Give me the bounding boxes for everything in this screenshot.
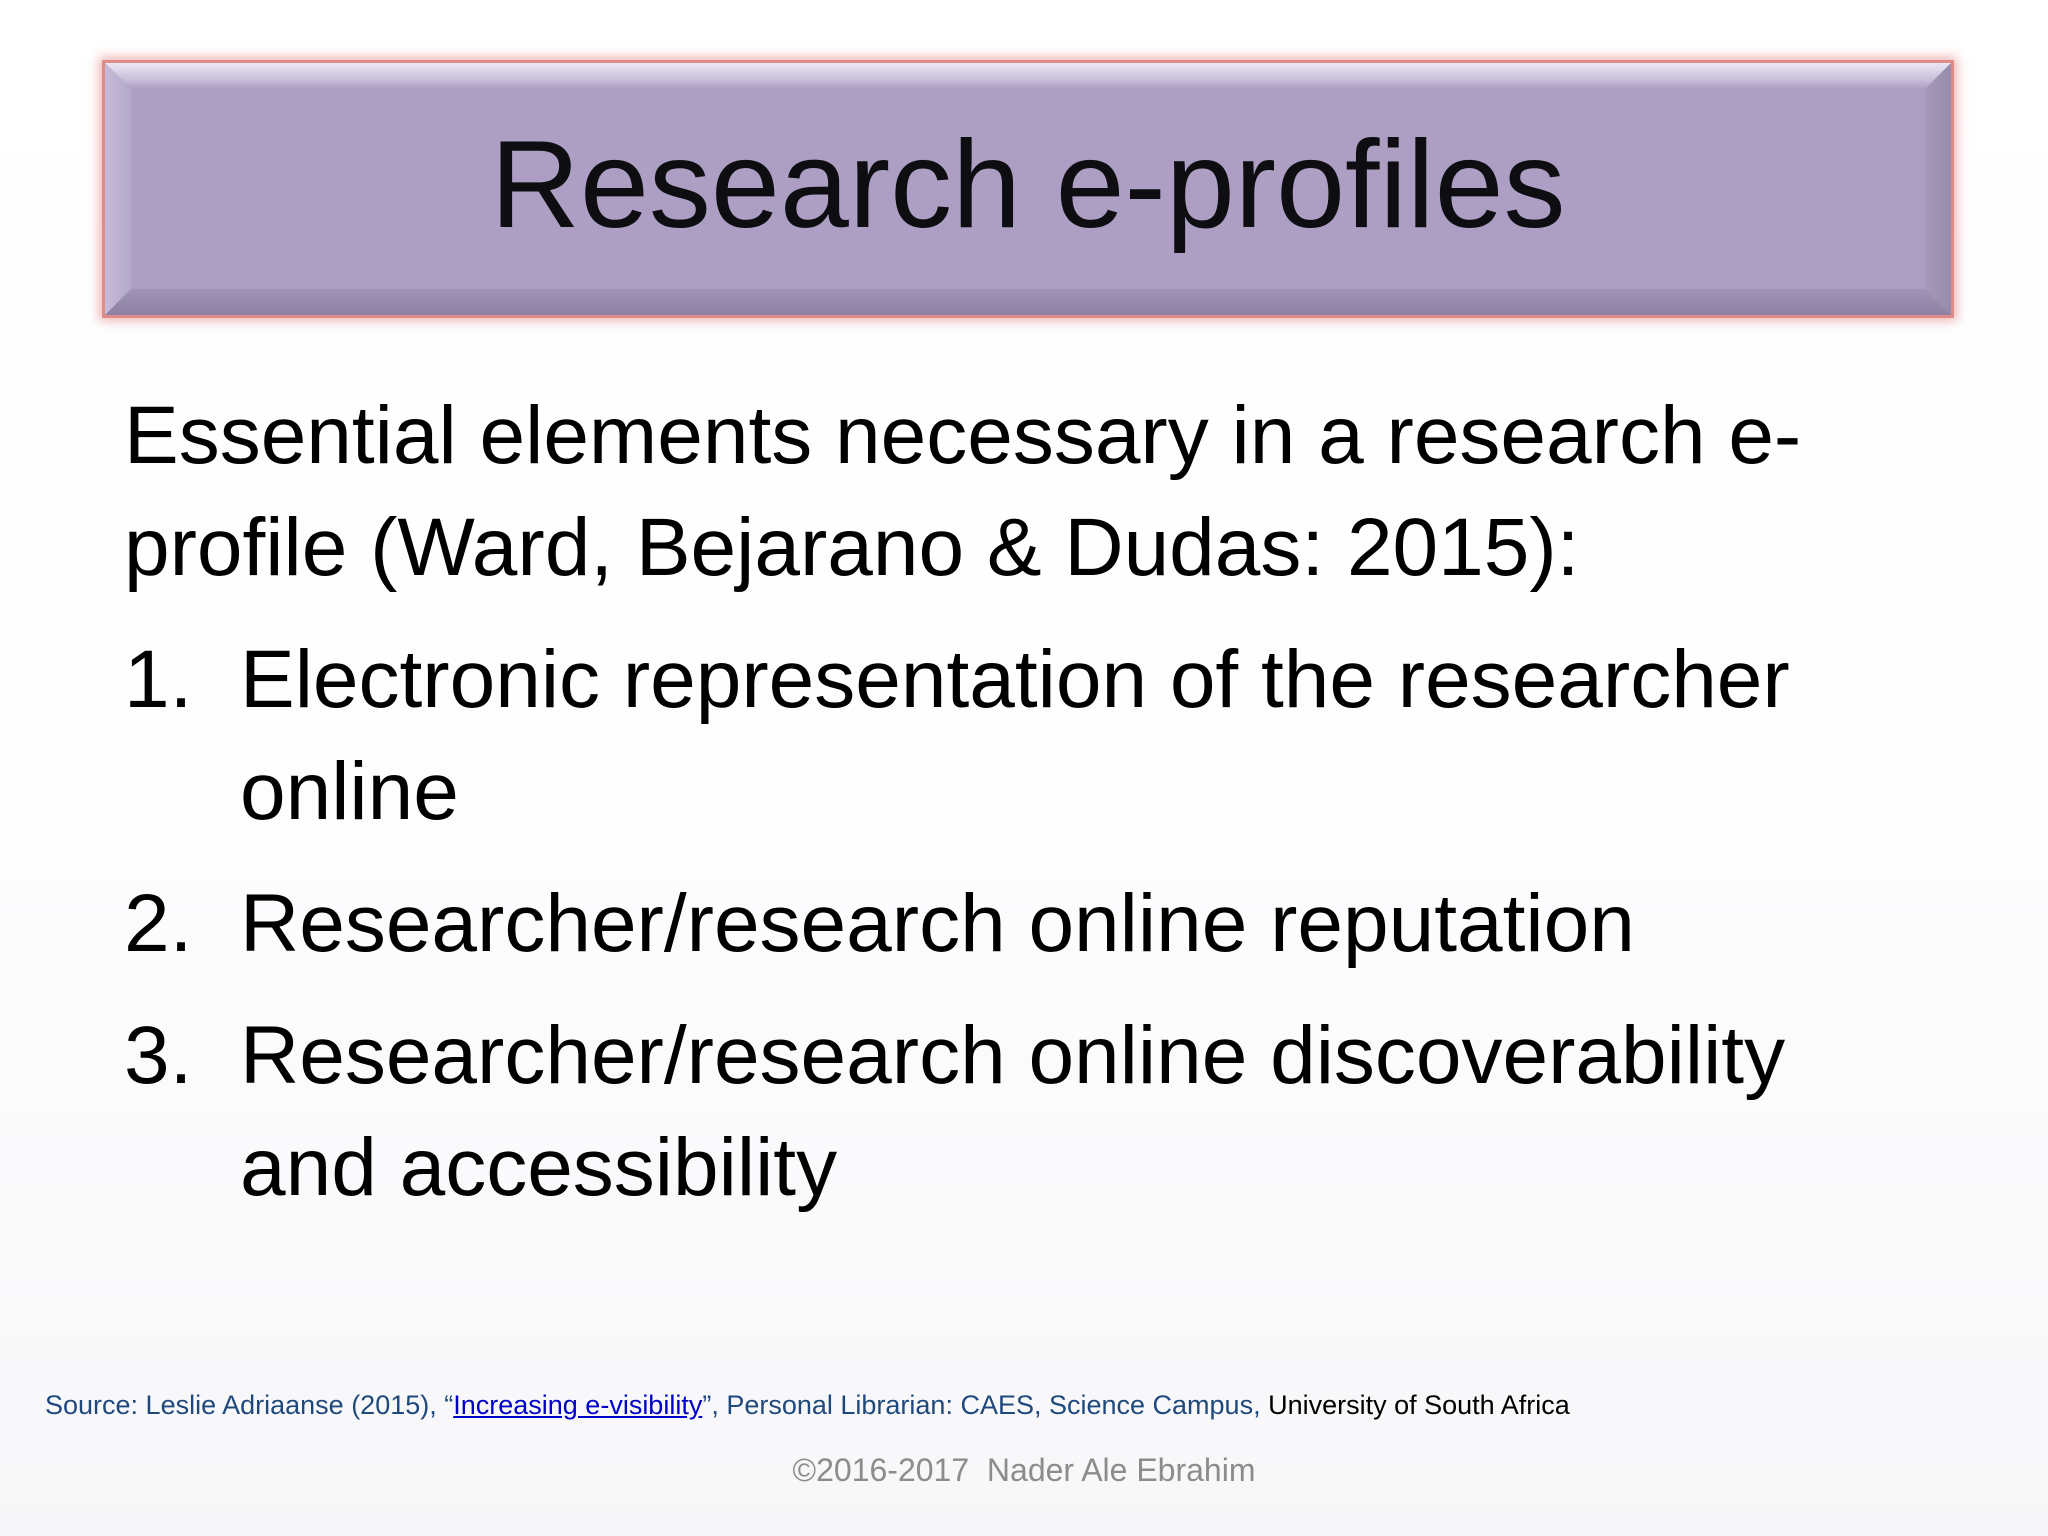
copyright-notice: ©2016-2017 Nader Ale Ebrahim <box>792 1452 1256 1488</box>
source-prefix: Source: Leslie Adriaanse (2015), “ <box>45 1390 454 1420</box>
slide-body <box>124 380 1924 1244</box>
list-item <box>124 624 1924 848</box>
list-text: Researcher/research online discoverability and accessibility <box>240 1010 1786 1213</box>
source-citation <box>45 1388 1570 1422</box>
intro-text: Essential elements necessary in a research e-profile (Ward, Bejarano & Dudas: 2015): <box>124 390 1802 593</box>
list-text: Researcher/research online reputation <box>240 878 1635 969</box>
list-item <box>124 1000 1924 1224</box>
list-number: 3. <box>124 1010 193 1101</box>
elements-list <box>124 624 1924 1224</box>
list-item <box>124 868 1924 980</box>
list-number: 1. <box>124 634 193 725</box>
title-banner <box>102 60 1954 318</box>
slide-title: Research e-profiles <box>490 116 1566 254</box>
source-middle: ”, Personal Librarian: CAES, Science Campus, <box>702 1390 1269 1420</box>
source-university: University of South Africa <box>1268 1390 1570 1420</box>
list-text: Electronic representation of the researcher online <box>240 634 1790 837</box>
source-link[interactable]: Increasing e-visibility <box>453 1390 703 1420</box>
list-number: 2. <box>124 878 193 969</box>
